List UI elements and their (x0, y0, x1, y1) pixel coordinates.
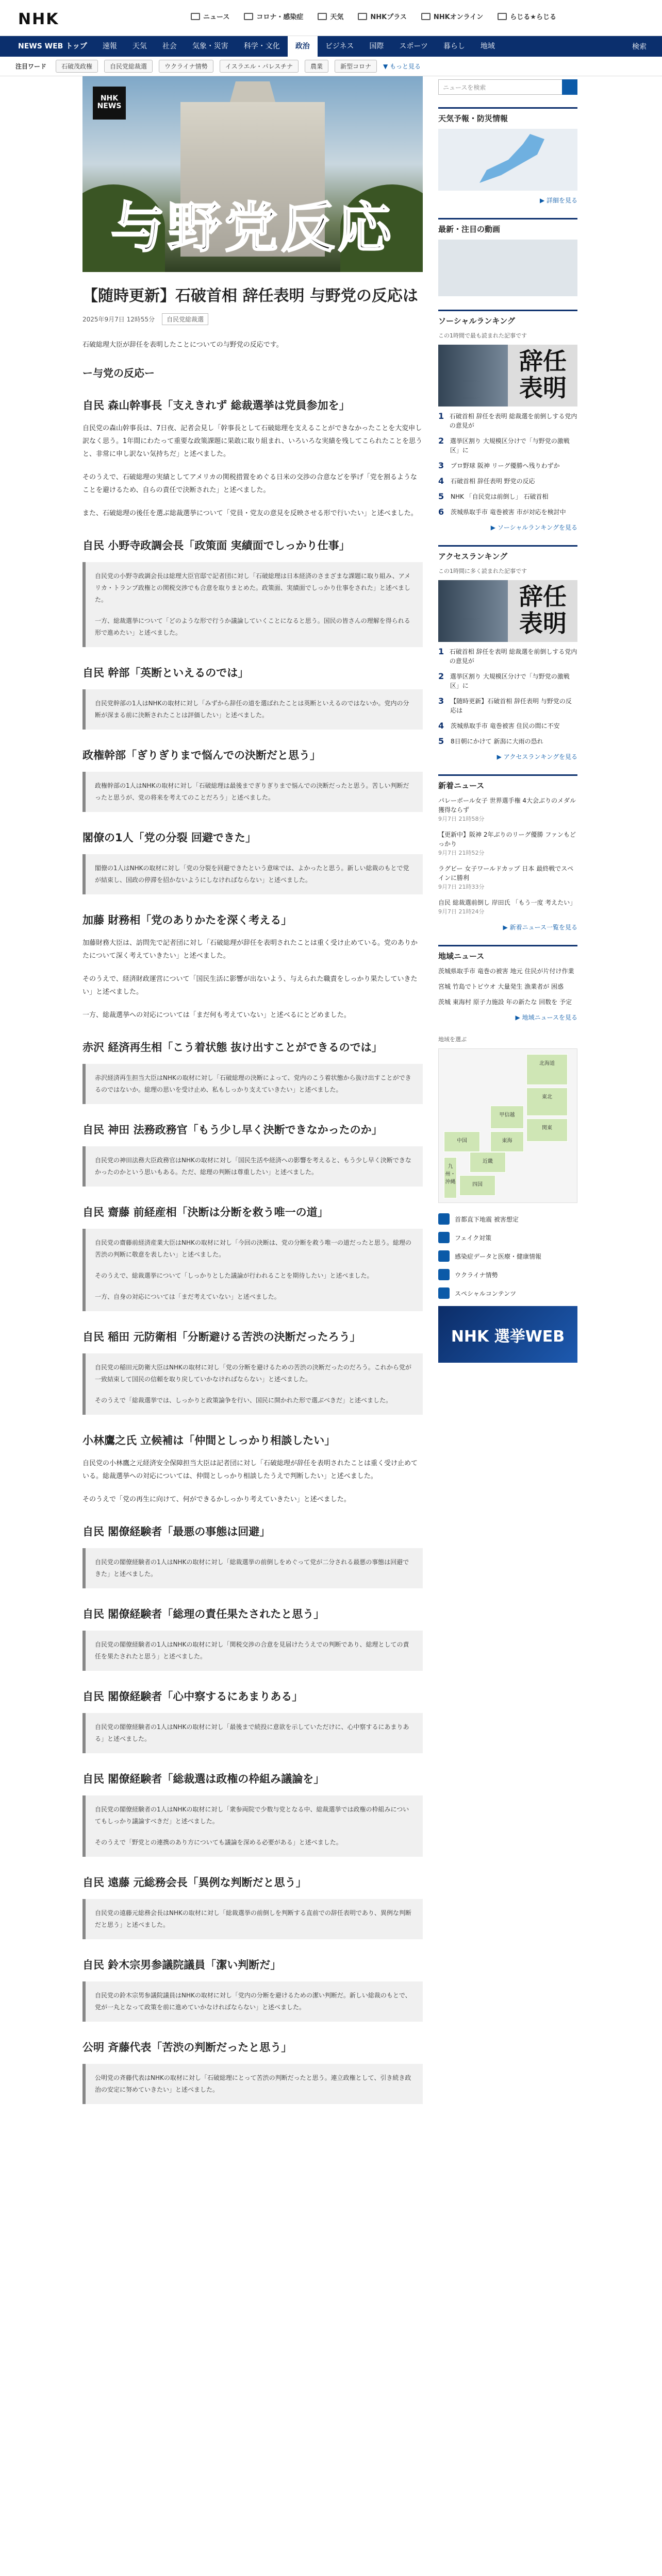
reaction-paragraph: 自民党の閣僚経験者の1人はNHKの取材に対し「衆参両院で少数与党となる中、総裁選挙では政権の枠組みについてもしっかり議論すべきだ」と述べました。 (95, 1806, 409, 1825)
trending-chip[interactable]: イスラエル・パレスチナ (220, 60, 299, 73)
local-news-item[interactable]: 茨城 東海村 原子力施設 年の新たな 回数を 予定 (438, 998, 572, 1006)
special-link-label: ウクライナ情勢 (455, 1271, 498, 1279)
reaction-paragraph: 自民党の閣僚経験者の1人はNHKの取材に対し「最後まで続投に意欲を示していただけに、心中察するにあまりある」と述べました。 (95, 1723, 409, 1742)
reaction-paragraph: 赤沢経済再生担当大臣はNHKの取材に対し「石破総理の決断によって、党内のこう着状態から抜け出すことができるのではないか。総理の思いを受け止め、私もしっかり支えていきたい」と述べました。 (95, 1074, 411, 1093)
social-ranking-more[interactable]: ▶ ソーシャルランキングを見る (490, 524, 577, 531)
reaction-paragraph: 自民党の閣僚経験者の1人はNHKの取材に対し「関税交渉の合意を見届けたうえでの判断であり、総理としての責任を果たされたと思う」と述べました。 (95, 1641, 409, 1660)
reaction-paragraph: そのうえで、経済財政運営について「国民生活に影響が出ないよう、与えられた職責をしっかり果たしていきたい」と述べました。 (82, 975, 418, 996)
nav-item[interactable]: 気象・災害 (192, 42, 228, 50)
region-0[interactable]: 北海道 (526, 1054, 568, 1085)
side-search-input[interactable] (438, 79, 577, 95)
region-3[interactable]: 甲信越 (490, 1106, 524, 1129)
top-header (0, 0, 662, 36)
ranking-text: 石破首相 辞任を表明 総裁選を前倒しする党内の意見が (449, 413, 577, 429)
top-link[interactable]: 天気 (318, 11, 343, 21)
ranking-item[interactable] (438, 672, 577, 690)
quote-box (82, 1713, 423, 1753)
trending-chip[interactable]: ウクライナ情勢 (159, 60, 213, 73)
region-2[interactable]: 関東 (526, 1118, 568, 1142)
ranking-text: 選挙区割り 大規模区分けで「与野党の激戦区」に (450, 673, 570, 689)
ranking-item[interactable] (438, 477, 577, 486)
region-7[interactable]: 四国 (459, 1175, 495, 1196)
new-news-title: 新着ニュース (438, 774, 577, 791)
quote-box (82, 1064, 423, 1104)
new-news-list (438, 796, 577, 917)
reaction-paragraph: そのうえで、石破総理の実績としてアメリカの関税措置をめぐる日米の交渉の合意などを挙げ「党を割るようなことを避けるため、自らの責任で決断された」と述べました。 (82, 473, 417, 494)
reaction-heading: 小林鷹之氏 立候補は「仲間としっかり相談したい」 (82, 1434, 336, 1447)
trending-words (0, 57, 662, 76)
social-ranking-title: ソーシャルランキング (438, 310, 577, 326)
weather-title: 天気予報・防災情報 (438, 107, 577, 124)
top-link[interactable]: NHKプラス (358, 11, 406, 21)
ranking-number: 3 (438, 461, 444, 470)
reaction-heading: 自民 閣僚経験者「総理の責任果たされたと思う」 (82, 1608, 325, 1620)
article (82, 76, 423, 2117)
news-title: パレーボール女子 世界選手権 4大会ぶりのメダル獲得ならず (438, 797, 576, 814)
region-6[interactable]: 中国 (444, 1131, 480, 1152)
reaction-paragraph: 一方、自身の対応については「まだ考えていない」と述べました。 (95, 1293, 280, 1300)
local-news-item[interactable]: 茨城県取手市 竜巻の被害 地元 住民が片付け作業 (438, 968, 574, 975)
quote-box (82, 1548, 423, 1588)
quote-box (82, 1899, 423, 1939)
special-links (438, 1213, 577, 1299)
special-link-icon (438, 1250, 450, 1262)
search-placeholder: ニュースを検索 (443, 83, 486, 91)
nav-item[interactable]: 科学・文化 (243, 42, 280, 50)
nav-item[interactable]: 社会 (162, 42, 177, 50)
nav-item[interactable]: 速報 (102, 42, 117, 50)
nhk-news-logo: NHK NEWS (93, 87, 126, 120)
local-news-title: 地域ニュース (438, 945, 577, 961)
region-1[interactable]: 東北 (526, 1088, 568, 1116)
quote-box (82, 772, 423, 812)
ranking-text: 選挙区割り 大規模区分けで「与野党の激戦区」に (450, 437, 570, 454)
video-thumbnail[interactable] (438, 240, 577, 296)
tv-icon (358, 13, 367, 20)
article-meta (82, 313, 423, 325)
reaction-paragraph: そのうえで「総裁選挙では、しっかりと政策論争を行い、国民に開かれた形で選ぶべきだ」と述べました。 (95, 1397, 392, 1404)
quote-box (82, 1146, 423, 1187)
ranking-number: 2 (438, 436, 444, 446)
news-date: 9月7日 21時52分 (438, 850, 485, 856)
ranking-item[interactable] (438, 721, 577, 731)
nav-item[interactable]: 国際 (369, 42, 384, 50)
reaction-paragraph: 自民党の小野寺政調会長は総理大臣官邸で記者団に対し「石破総理は日本経済のさまざまな課題に取り組み、アメリカ・トランプ政権との関税交渉でも合意を取りまとめた。政策面、実績面でしっかり仕事をされた」と述べました。 (95, 572, 411, 603)
trending-chip[interactable]: 新型コロナ (335, 60, 377, 73)
reaction-paragraph: 自民党の鈴木宗男参議院議員はNHKの取材に対し「党内の分断を避けるための潔い判断だ。新しい総裁のもとで、党が一丸となって政策を前に進めていかなければならない」と述べました。 (95, 1992, 411, 2011)
ranking-text: 石破首相 辞任表明 野党の反応 (451, 478, 535, 485)
news-item[interactable] (438, 898, 577, 917)
reaction-heading: 自民 閣僚経験者「最悪の事態は回避」 (82, 1526, 271, 1538)
quote-box (82, 1795, 423, 1857)
reaction-paragraph: 一方、総裁選挙について「どのような形で行うか議論していくことになると思う。国民の皆さんの理解を得られる形で進めたい」と述べました。 (95, 617, 410, 636)
nhk-logo[interactable]: NHK (18, 10, 59, 28)
article-title: 【随時更新】石破首相 辞任表明 与野党の反応は (82, 287, 418, 305)
japan-map-shape (479, 134, 552, 185)
local-news-item[interactable]: 宮城 竹島でトビウオ 大量発生 漁業者が 困惑 (438, 983, 564, 990)
ranking-item[interactable] (438, 461, 577, 470)
top-link[interactable]: コロナ・感染症 (244, 11, 303, 21)
main-nav (0, 36, 662, 57)
region-4[interactable]: 東海 (490, 1131, 524, 1152)
special-link[interactable] (438, 1213, 577, 1225)
new-news-more[interactable]: ▶ 新着ニュース一覧を見る (503, 924, 577, 931)
article-tag[interactable]: 自民党総裁選 (162, 313, 208, 325)
hero-image (82, 76, 423, 272)
access-ranking-title: アクセスランキング (438, 545, 577, 562)
special-link-icon (438, 1232, 450, 1243)
virus-icon (244, 13, 253, 20)
reaction-heading: 赤沢 経済再生相「こう着状態 抜け出すことができるのでは」 (82, 1041, 383, 1054)
reaction-heading: 自民 鈴木宗男参議院議員「潔い判断だ」 (82, 1959, 282, 1971)
reaction-heading: 自民 幹部「英断といえるのでは」 (82, 667, 249, 679)
show-more-link[interactable]: ▼ もっと見る (383, 63, 421, 70)
search-icon[interactable] (562, 79, 577, 95)
special-link-label: 首都直下地震 被害想定 (455, 1215, 519, 1223)
nav-item[interactable]: ビジネス (325, 42, 354, 50)
reaction-paragraph: 自民党の遠藤元総務会長はNHKの取材に対し「総裁選挙の前倒しを判断する直前での辞任表明であり、異例な判断だと思う」と述べました。 (95, 1909, 411, 1928)
reaction-paragraph: そのうえで、総裁選挙について「しっかりとした議論が行われることを期待したい」と述べました。 (95, 1272, 373, 1279)
access-ranking-note: この1時間に多く読まれた記事です (438, 568, 527, 574)
quote-box (82, 689, 423, 730)
radio-icon (498, 13, 507, 20)
reaction-heading: 加藤 財務相「党のありかたを深く考える」 (82, 914, 292, 926)
reaction-heading: 自民 小野寺政調会長「政策面 実績面でしっかり仕事」 (82, 539, 350, 552)
reaction-paragraph: 自民党の稲田元防衛大臣はNHKの取材に対し「党の分断を避けるための苦渋の決断だったのだろう。これから党が一致結束して国民の信頼を取り戻していかなければならない」と述べました。 (95, 1364, 411, 1383)
trending-chip[interactable]: 自民党総裁選 (104, 60, 153, 73)
nav-item-active[interactable]: 政治 (288, 36, 318, 57)
social-ranking-list (438, 412, 577, 517)
reaction-paragraph: 自民党の齋藤前経済産業大臣はNHKの取材に対し「今回の決断は、党の分断を救う唯一の道だったと思う。総理の苦渋の判断に敬意を表したい」と述べました。 (95, 1239, 411, 1258)
reaction-heading: 自民 遠藤 元総務会長「異例な判断だと思う」 (82, 1876, 307, 1889)
special-link[interactable] (438, 1232, 577, 1243)
trending-label: 注目ワード (15, 63, 47, 70)
special-link-icon (438, 1269, 450, 1280)
news-date: 9月7日 21時33分 (438, 884, 485, 890)
nav-item[interactable]: 地域 (480, 42, 495, 50)
quote-box (82, 1981, 423, 2022)
trending-chip[interactable]: 石破茂政権 (56, 60, 98, 73)
reaction-paragraph: 自民党の閣僚経験者の1人はNHKの取材に対し「総裁選挙の前倒しをめぐって党が二分される最悪の事態は回避できた」と述べました。 (95, 1558, 409, 1578)
reaction-heading: 自民 齋藤 前経産相「決断は分断を救う唯一の道」 (82, 1206, 328, 1218)
special-link-label: スペシャルコンテンツ (455, 1290, 517, 1297)
access-ranking-image[interactable] (438, 580, 577, 642)
region-map (438, 1048, 577, 1203)
reaction-paragraph: 自民党幹部の1人はNHKの取材に対し「みずから辞任の道を選ばれたことは英断といえるのではないか。党内の分断が深まる前に決断されたことは評価したい」と述べました。 (95, 700, 409, 719)
top-link[interactable]: NHKオンライン (421, 11, 483, 21)
reaction-paragraph: そのうえで「党の再生に向けて、何ができるかしっかり考えていきたい」と述べました。 (82, 1496, 351, 1503)
news-item[interactable] (438, 864, 577, 892)
ranking-item[interactable] (438, 436, 577, 455)
reaction-heading: 自民 森山幹事長「支えきれず 総裁選挙は党員参加を」 (82, 399, 350, 412)
special-link-icon (438, 1213, 450, 1225)
quote-box (82, 562, 423, 647)
ranking-number: 4 (438, 476, 444, 486)
sidebar (438, 76, 577, 1363)
ranking-image[interactable] (438, 345, 577, 406)
quote-box (82, 1229, 423, 1311)
reaction-heading: 閣僚の1人「党の分裂 回避できた」 (82, 832, 256, 844)
nav-item[interactable]: スポーツ (399, 42, 428, 50)
weather-more-link[interactable]: ▶ 詳細を見る (539, 197, 577, 204)
ranking-item[interactable] (438, 697, 577, 715)
special-link[interactable] (438, 1287, 577, 1299)
ranking-image-text: 辞任表明 (519, 347, 567, 402)
local-news-list (438, 967, 577, 1007)
region-5[interactable]: 近畿 (470, 1152, 506, 1173)
ranking-number: 1 (438, 411, 444, 421)
nav-item[interactable]: NEWS WEB トップ (18, 42, 87, 50)
quote-box (82, 1631, 423, 1671)
news-title: ラグビー 女子ワールドカップ 日本 最終戦でスペインに勝利 (438, 865, 574, 882)
news-item[interactable] (438, 796, 577, 824)
ranking-number: 2 (438, 671, 444, 681)
ranking-number: 5 (438, 492, 444, 501)
reaction-paragraph: 一方、総裁選挙への対応については「まだ何も考えていない」と述べるにとどめました。 (82, 1011, 351, 1019)
weather-map[interactable] (438, 129, 577, 191)
ranking-number: 5 (438, 736, 444, 746)
ranking-number: 3 (438, 696, 444, 706)
ranking-item[interactable] (438, 737, 577, 746)
news-title: 【更新中】阪神 2年ぶりのリーグ優勝 ファンもどっかり (438, 831, 576, 848)
ranking-text: 8日朝にかけて 新潟に大雨の恐れ (451, 738, 543, 745)
hero-headline: 与野党反応 (110, 196, 394, 259)
ranking-item[interactable] (438, 647, 577, 666)
news-icon (191, 13, 200, 20)
region-map-title: 地域を選ぶ (438, 1036, 467, 1043)
local-news-more[interactable]: ▶ 地域ニュースを見る (515, 1014, 577, 1021)
special-link-label: 感染症データと医療・健康情報 (455, 1252, 542, 1260)
reaction-heading: 自民 稲田 元防衛相「分断避ける苦渋の決断だったろう」 (82, 1331, 361, 1343)
trending-chip[interactable]: 農業 (305, 60, 328, 73)
news-date: 9月7日 21時24分 (438, 908, 485, 915)
news-item[interactable] (438, 830, 577, 858)
access-image-text: 辞任表明 (519, 583, 567, 637)
access-ranking-list (438, 647, 577, 746)
quote-box (82, 2064, 423, 2104)
reaction-heading: 自民 閣僚経験者「総裁選は政権の枠組み議論を」 (82, 1773, 325, 1785)
search-button[interactable]: 検索 (632, 43, 647, 51)
ranking-item[interactable] (438, 507, 577, 517)
quote-box (82, 854, 423, 894)
ranking-item[interactable] (438, 492, 577, 501)
social-ranking-note: この1時間で最も読まれた記事です (438, 332, 527, 339)
reaction-heading: 自民 神田 法務政務官「もう少し早く決断できなかったのか」 (82, 1124, 383, 1136)
video-title: 最新・注目の動画 (438, 218, 577, 234)
top-link[interactable]: らじる★らじる (498, 11, 556, 21)
ranking-text: NHK 「自民党は前倒し」 石破首相 (451, 493, 549, 500)
special-link-icon (438, 1287, 450, 1299)
nav-item[interactable]: 暮らし (443, 42, 465, 50)
reaction-paragraph: また、石破総理の後任を選ぶ総裁選挙について「党員・党友の意見を反映させる形で行いたい」と述べました。 (82, 510, 418, 517)
ranking-number: 4 (438, 721, 444, 731)
article-intro: 石破総理大臣が辞任を表明したことについての与野党の反応です。 (82, 341, 283, 349)
weather-icon (318, 13, 327, 20)
top-link[interactable]: ニュース (191, 11, 229, 21)
nav-item[interactable]: 天気 (132, 42, 147, 50)
reaction-heading: 公明 斉藤代表「苦渋の判断だったと思う」 (82, 2041, 292, 2054)
globe-icon (421, 13, 431, 20)
special-link[interactable] (438, 1250, 577, 1262)
reaction-paragraph: そのうえで「野党との連携のあり方についても議論を深める必要がある」と述べました。 (95, 1839, 342, 1846)
special-link[interactable] (438, 1269, 577, 1280)
top-links (191, 11, 556, 21)
reaction-paragraph: 政権幹部の1人はNHKの取材に対し「石破総理は最後までぎりぎりまで悩んでの決断だったと思う。苦しい判断だったと思うが、党の将来を考えてのことだろう」と述べました。 (95, 782, 409, 801)
ranking-text: 【随時更新】石破首相 辞任表明 与野党の反応は (450, 698, 572, 714)
quote-box (82, 1353, 423, 1415)
reaction-paragraph: 自民党の小林鷹之元経済安全保障担当大臣は記者団に対し「石破総理が辞任を表明されたことは重く受け止めている。総裁選挙への対応については、仲間としっかり相談したうえで判断したい」と述べました。 (82, 1460, 418, 1480)
reaction-paragraph: 加藤財務大臣は、訪問先で記者団に対し「石破総理が辞任を表明されたことは重く受け止めている。党のありかたについて深く考えていきたい」と述べました。 (82, 939, 418, 960)
ranking-text: 石破首相 辞任を表明 総裁選を前倒しする党内の意見が (449, 648, 577, 665)
ranking-item[interactable] (438, 412, 577, 430)
ranking-number: 1 (438, 647, 444, 656)
ranking-text: 茨城県取手市 竜巻被害 住民の間に不安 (451, 722, 560, 730)
access-ranking-more[interactable]: ▶ アクセスランキングを見る (496, 753, 577, 760)
news-date: 9月7日 21時58分 (438, 816, 485, 822)
reaction-paragraph: 自民党の森山幹事長は、7日夜、記者会見し「幹事長として石破総理を支えることができなかったことを大変申し訳なく思う。1年間にわたって重要な政策課題に果敢に取り組まれ、いろいろな実績を残してこられたことを思うと、非常に申し訳ない気持ちだ」と述べました。 (82, 425, 423, 458)
reaction-paragraph: 公明党の斉藤代表はNHKの取材に対し「石破総理にとって苦渋の判断だったと思う。連立政権として、引き続き政治の安定に努めていきたい」と述べました。 (95, 2074, 411, 2093)
reaction-heading: 政権幹部「ぎりぎりまで悩んでの決断だと思う」 (82, 749, 321, 761)
reaction-heading: 自民 閣僚経験者「心中察するにあまりある」 (82, 1690, 303, 1703)
reaction-list (82, 395, 423, 2104)
ranking-text: 茨城県取手市 竜巻被害 市が対応を検討中 (451, 509, 566, 516)
news-title: 自民 総裁選前倒し 岸田氏 「もう一度 考えたい」 (438, 899, 576, 906)
ranking-text: プロ野球 阪神 リーグ優勝へ残りわずか (451, 462, 560, 469)
election-banner[interactable]: NHK 選挙WEB (438, 1306, 577, 1363)
reaction-paragraph: 閣僚の1人はNHKの取材に対し「党の分裂を回避できたという意味では、よかったと思う。新しい総裁のもとで党が結束し、国政の停滞を招かないようにしなければならない」と述べました。 (95, 865, 409, 884)
section-heading: ー与党の反応ー (82, 367, 155, 379)
article-date: 2025年9月7日 12時55分 (82, 316, 155, 323)
ranking-number: 6 (438, 507, 444, 517)
region-8[interactable]: 九州・沖縄 (444, 1157, 457, 1198)
reaction-paragraph: 自民党の神田法務大臣政務官はNHKの取材に対し「国民生活や経済への影響を考えると、もう少し早く決断できなかったのかという思いもある。ただ、総理の判断は尊重したい」と述べました。 (95, 1157, 411, 1176)
special-link-label: フェイク対策 (455, 1234, 492, 1242)
